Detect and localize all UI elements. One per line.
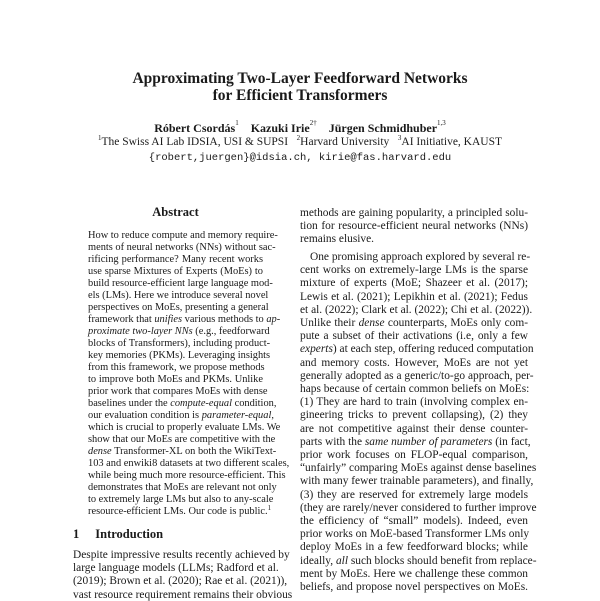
text-line bbox=[88, 254, 263, 265]
text-segment: and memory costs. However, MoEs are not yet bbox=[300, 356, 528, 369]
text-line bbox=[88, 350, 271, 361]
text-line bbox=[300, 409, 528, 421]
aff-sup: 1 bbox=[97, 134, 102, 142]
text-segment: baselines under the bbox=[88, 398, 171, 409]
text-segment: from this framework, we propose methods bbox=[88, 362, 265, 373]
section-number: 1 bbox=[73, 527, 80, 541]
text-segment: ments of neural networks (NNs) without sac- bbox=[88, 242, 276, 253]
text-line bbox=[88, 470, 286, 481]
text-segment: ap- bbox=[266, 314, 281, 325]
abstract-heading: Abstract bbox=[152, 205, 199, 219]
text-segment: show that our MoEs are competitive with the bbox=[88, 434, 276, 445]
text-line bbox=[88, 338, 271, 349]
text-segment: demonstrates that MoEs are relevant not only bbox=[88, 482, 277, 493]
text-segment: dense bbox=[88, 446, 112, 457]
text-segment: blocks of Transformers), including product- bbox=[88, 338, 271, 349]
author-emails: {robert,juergen}@idsia.ch, kirie@fas.harvard.edu bbox=[148, 152, 452, 164]
text-line bbox=[88, 422, 281, 433]
text-segment: while being much more resource-efficient. This bbox=[88, 470, 286, 481]
text-segment: pute a subset of their activations (i.e, only a few bbox=[300, 330, 528, 343]
text-line bbox=[300, 207, 528, 219]
text-segment: rificing performance? Many recent works bbox=[88, 254, 263, 265]
text-line bbox=[300, 568, 528, 580]
text-line bbox=[88, 374, 263, 385]
text-line bbox=[88, 278, 273, 289]
text-segment: compute-equal bbox=[170, 398, 232, 409]
text-segment: use sparse Mixtures of Experts (MoEs) to bbox=[88, 266, 263, 277]
author-list bbox=[0, 121, 600, 136]
text-segment: Unlike their bbox=[300, 317, 359, 329]
text-segment: parts with the bbox=[300, 435, 365, 448]
text-segment: prior work focuses on FLOP-equal comparison, bbox=[300, 449, 528, 461]
footnote-marker: 1 bbox=[267, 504, 272, 512]
text-segment: deploy MoEs in a few feedforward blocks; while bbox=[300, 541, 528, 554]
text-line bbox=[300, 343, 534, 356]
text-segment: (e.g., feedforward bbox=[192, 326, 270, 337]
text-line bbox=[88, 290, 269, 301]
paper-title-line-1: Approximating Two-Layer Feedforward Networks bbox=[132, 70, 468, 87]
text-segment: with many fewer trainable parameters), and finally, bbox=[300, 475, 534, 488]
text-segment: same number of parameters bbox=[364, 435, 493, 448]
author-name: Jürgen Schmidhuber bbox=[328, 121, 438, 135]
text-segment: tion for resource-efficient neural networks (NNs) bbox=[300, 220, 528, 233]
text-segment: the efficiency of “small” models). Indeed, even bbox=[300, 515, 528, 527]
text-segment: cent works on extremely-large LMs is the sparse bbox=[300, 264, 528, 277]
text-segment: large language models (LLMs; Radford et al. bbox=[73, 562, 279, 575]
text-segment: ideally, bbox=[300, 554, 336, 567]
text-segment: prior work that compares MoEs with dense bbox=[88, 386, 268, 397]
text-segment: which is crucial to properly evaluate LMs. We bbox=[88, 422, 281, 433]
text-line bbox=[88, 302, 269, 313]
section-title: Introduction bbox=[95, 527, 164, 541]
text-segment: all bbox=[335, 554, 348, 567]
text-line bbox=[88, 230, 278, 241]
text-line bbox=[88, 398, 277, 409]
text-line bbox=[300, 396, 528, 408]
author-sup: 1 bbox=[235, 119, 239, 127]
text-segment: haps because of certain common beliefs on MoEs: bbox=[300, 383, 530, 395]
text-line bbox=[300, 528, 528, 540]
text-segment: proximate two-layer NNs bbox=[88, 326, 193, 337]
text-segment: , bbox=[271, 410, 274, 421]
text-line bbox=[300, 515, 528, 527]
text-segment: (3) they are reserved for extremely large models bbox=[300, 488, 528, 501]
text-line bbox=[88, 362, 263, 373]
text-line bbox=[300, 475, 534, 488]
text-line bbox=[300, 220, 528, 232]
text-line bbox=[73, 588, 293, 601]
text-segment: els (LMs). Here we introduce several novel bbox=[88, 290, 269, 301]
text-segment: (2019); Brown et al. (2020); Rae et al. (2021)), bbox=[73, 575, 288, 588]
text-segment: dense bbox=[358, 317, 385, 329]
affiliation: AI Initiative, KAUST bbox=[401, 136, 503, 148]
text-segment: How to reduce compute and memory require- bbox=[88, 230, 278, 241]
text-segment: to improve both MoEs and PKMs. Unlike bbox=[88, 374, 263, 385]
text-line bbox=[300, 233, 528, 245]
text-segment: ment by MoEs. Here we challenge these common bbox=[300, 567, 528, 580]
text-segment: experts bbox=[300, 343, 333, 356]
text-line bbox=[88, 326, 270, 337]
aff-sup: 2 bbox=[296, 134, 301, 142]
text-line bbox=[300, 317, 528, 329]
text-segment: counterparts, MoEs only com- bbox=[384, 317, 529, 329]
text-line bbox=[300, 330, 528, 342]
text-segment: such blocks should benefit from replace- bbox=[347, 554, 537, 567]
text-line bbox=[73, 549, 290, 561]
text-line bbox=[88, 314, 281, 325]
text-line bbox=[73, 562, 278, 574]
text-line bbox=[88, 434, 276, 445]
text-line bbox=[300, 449, 528, 461]
text-line bbox=[300, 435, 531, 448]
text-segment: methods are gaining popularity, a principled solu- bbox=[300, 207, 528, 219]
text-segment: (they are rarely/never considered to further improve bbox=[300, 501, 537, 514]
text-line bbox=[88, 386, 268, 397]
text-line bbox=[300, 423, 528, 435]
text-segment: mixture of experts (MoE; Shazeer et al. (2017); bbox=[300, 277, 528, 290]
text-line bbox=[88, 494, 274, 505]
text-line bbox=[300, 554, 537, 567]
text-line bbox=[300, 357, 528, 369]
text-segment: resource-efficient LMs. Our code is public. bbox=[88, 506, 268, 517]
author-sup: 1,3 bbox=[437, 119, 446, 127]
text-segment: are not competitive against their dense counter- bbox=[300, 422, 528, 435]
text-segment: perspectives on MoEs, presenting a general bbox=[88, 302, 269, 313]
text-segment: generally adopted as a generic/to-go approach, per- bbox=[300, 369, 534, 382]
aff-sup: 3 bbox=[397, 134, 402, 142]
text-line bbox=[300, 303, 533, 316]
text-segment: unifies bbox=[154, 314, 183, 325]
text-segment: (1) They are hard to train (involving complex en- bbox=[300, 396, 528, 409]
text-line bbox=[88, 266, 263, 277]
affiliations bbox=[0, 136, 600, 148]
text-segment: our evaluation condition is bbox=[88, 410, 202, 421]
text-line bbox=[88, 410, 274, 421]
text-line bbox=[88, 482, 277, 493]
text-line bbox=[300, 369, 534, 382]
text-segment: parameter-equal bbox=[201, 410, 272, 421]
text-line bbox=[88, 458, 290, 469]
text-segment: ) at each step, offering reduced computation bbox=[332, 343, 534, 356]
text-segment: Despite impressive results recently achieved by bbox=[73, 549, 290, 561]
text-segment: Lewis et al. (2021); Lepikhin et al. (2021); Fedus bbox=[300, 290, 528, 303]
text-segment: “unfairly” comparing MoEs against dense baselines bbox=[300, 462, 537, 475]
text-line bbox=[300, 581, 528, 593]
affiliation: Harvard University bbox=[300, 136, 390, 148]
text-segment: framework that bbox=[88, 314, 155, 325]
author-name: Róbert Csordás bbox=[154, 121, 236, 135]
text-line bbox=[88, 242, 276, 253]
text-segment: vast resource requirement remains their obvious bbox=[73, 588, 293, 601]
text-line bbox=[300, 251, 531, 263]
text-segment: prior works on MoE-based Transformer LMs only bbox=[300, 528, 530, 541]
text-line bbox=[300, 383, 528, 395]
text-segment: et al. (2022); Clark et al. (2022); Chi et al. (2022)). bbox=[300, 303, 533, 316]
text-segment: build resource-efficient large language mod- bbox=[88, 278, 273, 289]
text-line bbox=[300, 462, 537, 475]
text-line bbox=[300, 501, 537, 514]
text-segment: (in fact, bbox=[492, 435, 531, 448]
affiliation: The Swiss AI Lab IDSIA, USI & SUPSI bbox=[101, 136, 289, 148]
author-name: Kazuki Irie bbox=[250, 121, 310, 135]
text-segment: remains elusive. bbox=[300, 233, 375, 246]
text-line bbox=[300, 264, 528, 276]
text-segment: condition, bbox=[231, 398, 277, 409]
text-segment: gineering tricks to prevent collapsing), (2) they bbox=[300, 409, 528, 422]
text-segment: 103 and enwiki8 datasets at two different scales, bbox=[88, 458, 290, 469]
text-line bbox=[300, 291, 528, 303]
paper-title-line-2: for Efficient Transformers bbox=[212, 87, 388, 104]
text-segment: Transformer-XL on both the WikiText- bbox=[111, 446, 277, 457]
section-heading-introduction bbox=[73, 527, 163, 542]
text-segment: beliefs, and propose novel perspectives on MoEs. bbox=[300, 581, 528, 593]
text-line bbox=[300, 541, 528, 553]
text-line bbox=[88, 446, 277, 457]
text-segment: One promising approach explored by several re- bbox=[310, 251, 531, 263]
text-line bbox=[73, 575, 288, 588]
text-segment: key memories (PKMs). Leveraging insights bbox=[88, 350, 271, 361]
author-sup: 2† bbox=[309, 119, 317, 127]
text-segment: various methods to bbox=[182, 314, 267, 325]
text-segment: to extremely large LMs but also to any-scale bbox=[88, 494, 274, 505]
text-line bbox=[300, 277, 528, 289]
text-line bbox=[300, 489, 528, 501]
text-line bbox=[88, 504, 272, 517]
